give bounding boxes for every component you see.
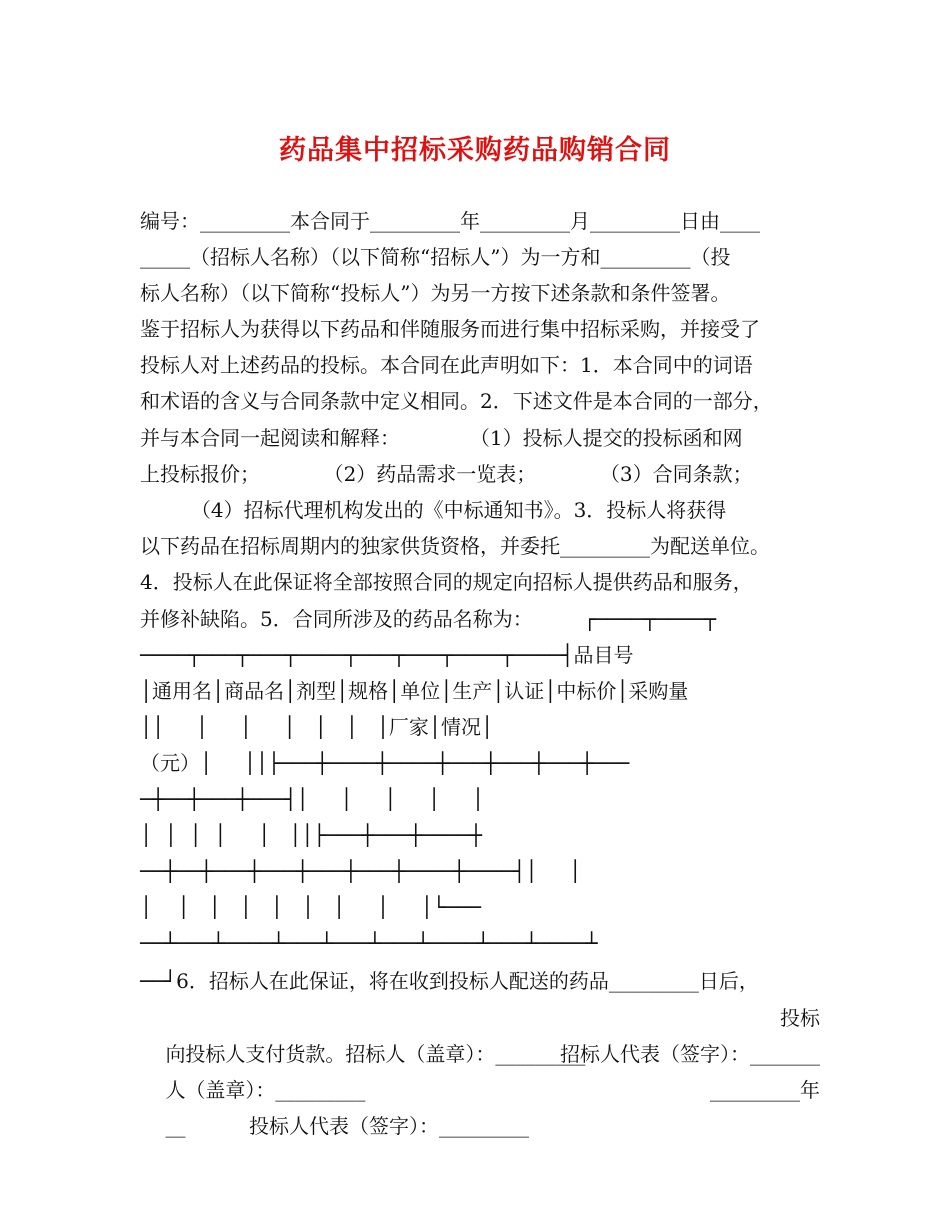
signature-line <box>140 1072 820 1138</box>
table-line <box>140 925 820 961</box>
line-text: 以下药品在招标周期内的独家供货资格，并委托_________为配送单位。 <box>140 534 770 558</box>
line-text: 和术语的含义与合同条款中定义相同。2．下述文件是本合同的一部分， <box>140 389 773 413</box>
table-line <box>140 637 820 673</box>
line-right-text: _________年 <box>710 1078 820 1102</box>
signature-line <box>140 1036 820 1102</box>
line-text: 上投标报价； （2）药品需求一览表； （3）合同条款； <box>140 462 753 486</box>
line-text: 标人名称）（以下简称“投标人”）为另一方按下述条款和条件签署。 <box>140 281 731 305</box>
table-line <box>140 889 820 925</box>
line-text: ────┬───┬───┬────┬───┬───┬────┬────┤品目号 <box>140 643 634 667</box>
line-text: ──┴───┴────┴───┴───┴───┴────┴───┴────┴ <box>140 931 598 955</box>
body-line <box>140 420 820 456</box>
line-text: ──┘6．招标人在此保证，将在收到投标人配送的药品_________日后， <box>140 969 759 993</box>
document-title: 药品集中招标采购药品购销合同 <box>279 135 671 166</box>
body-line <box>140 456 820 492</box>
table-line <box>140 709 820 745</box>
body-line <box>140 275 820 311</box>
line-text: 并修补缺陷。5．合同所涉及的药品名称为： ┌────┬────┬ <box>140 607 717 631</box>
body-line <box>140 963 820 999</box>
line-text: │ │ │ │ │ ││├───┼───┼────┼ <box>140 823 482 847</box>
line-right-text: 投标 <box>780 1006 820 1030</box>
body-line <box>140 492 820 528</box>
line-text: ││ │ │ │ │ │ │厂家│情况│ <box>140 715 493 739</box>
body-line <box>140 564 820 600</box>
line-text: │通用名│商品名│剂型│规格│单位│生产│认证│中标价│采购量 <box>140 679 689 703</box>
line-text: （4）招标代理机构发出的《中标通知书》。3．投标人将获得 <box>140 498 727 522</box>
table-line <box>140 745 820 781</box>
line-text: │ │ │ │ │ │ │ │ │└─── <box>140 895 481 919</box>
line-text: ──┼──┼───┼───┼───┼───┼────┼────┤│ │ <box>140 859 582 883</box>
table-line <box>140 781 820 817</box>
body-line <box>140 601 820 637</box>
line-text: 人（盖章）：_________ <box>165 1078 366 1102</box>
body-line <box>140 383 820 419</box>
line-text: （元）│ ││├───┼────┼────┼───┼───┼───┼─── <box>140 751 630 775</box>
line-text: 并与本合同一起阅读和解释： （1）投标人提交的投标函和网 <box>140 426 743 450</box>
body-line <box>140 203 820 239</box>
line-text: 编号：_________本合同于_________年_________月_________日由____ <box>140 209 760 233</box>
table-line <box>140 817 820 853</box>
line-text: __ 投标人代表（签字）：_________ <box>165 1114 530 1138</box>
body-line <box>140 347 820 383</box>
line-text: ─┼──┼───┼───┤│ │ │ │ │ <box>140 787 484 811</box>
table-line <box>140 853 820 889</box>
line-text: 4．投标人在此保证将全部按照合同的规定向招标人提供药品和服务， <box>140 570 753 594</box>
line-text: 投标人对上述药品的投标。本合同在此声明如下：1．本合同中的词语 <box>140 353 753 377</box>
body-line <box>140 528 820 564</box>
body-line <box>140 311 820 347</box>
body-line <box>140 239 820 275</box>
line-text: 鉴于招标人为获得以下药品和伴随服务而进行集中招标采购，并接受了 <box>140 317 760 341</box>
line-text: _____（招标人名称）（以下简称“招标人”）为一方和_________（投 <box>140 245 731 269</box>
table-line <box>140 673 820 709</box>
line-right-text: 招标人代表（签字）：_______ <box>560 1042 820 1066</box>
line-text: 向投标人支付货款。招标人（盖章）：_________ <box>165 1042 586 1066</box>
